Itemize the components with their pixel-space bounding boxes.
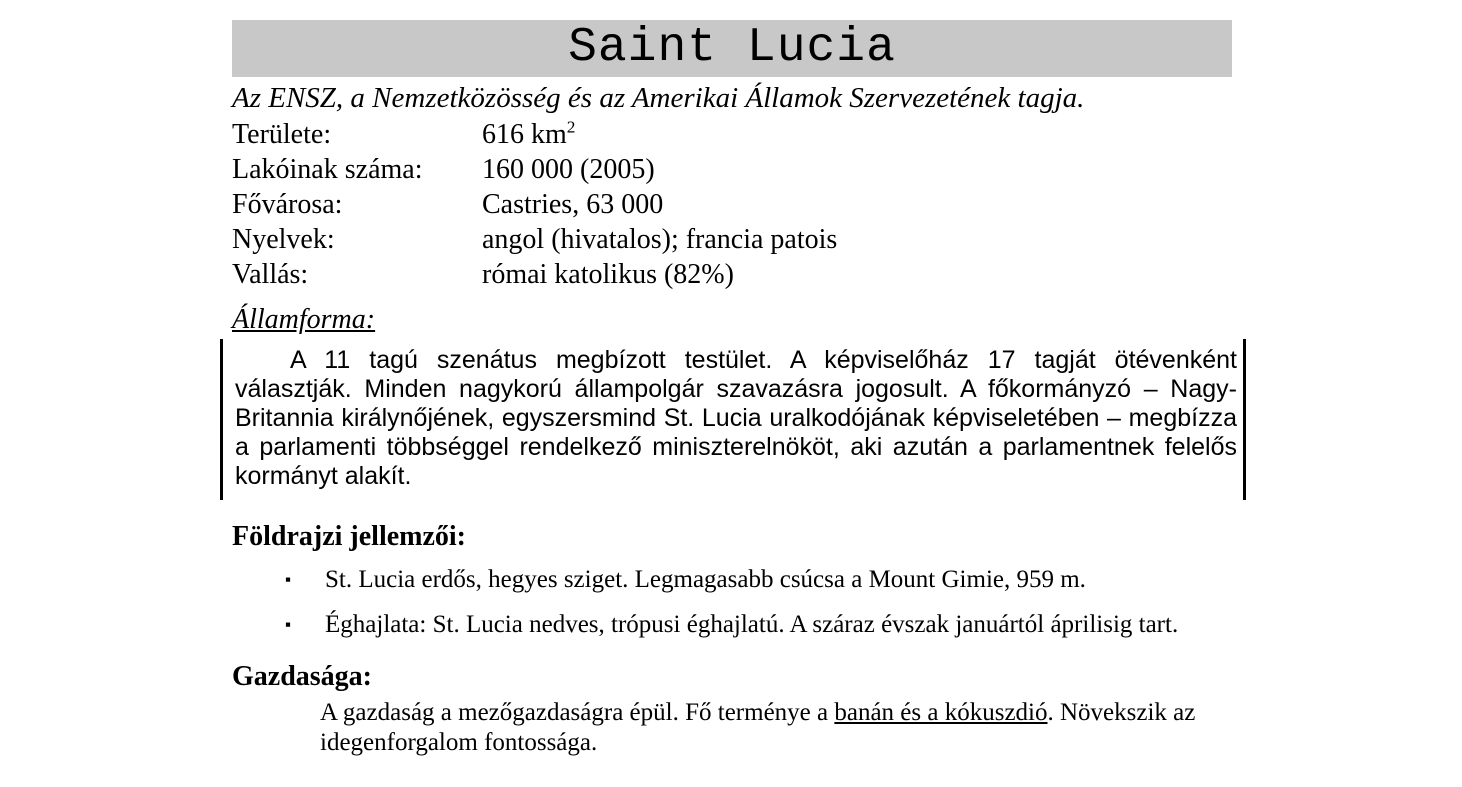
fact-row-population bbox=[232, 152, 1232, 187]
fact-label: Fővárosa: bbox=[232, 189, 343, 220]
economy-paragraph bbox=[320, 698, 1245, 758]
fact-row-languages bbox=[232, 222, 1232, 257]
economy-text-before: A gazdaság a mezőgazdaságra épül. Fő terménye a bbox=[320, 699, 835, 726]
fact-label: Nyelvek: bbox=[232, 224, 335, 255]
fact-row-area bbox=[232, 117, 1232, 152]
fact-value-text: angol (hivatalos); francia patois bbox=[482, 224, 838, 255]
fact-value bbox=[482, 117, 575, 152]
facts-list bbox=[232, 117, 1232, 292]
fact-row-religion bbox=[232, 257, 1232, 292]
fact-value-text: római katolikus (82%) bbox=[482, 259, 734, 290]
bullet-text: Éghajlata: St. Lucia nedves, trópusi éghajlatú. A száraz évszak januártól áprilisig tart. bbox=[325, 611, 1179, 638]
fact-row-capital bbox=[232, 187, 1232, 222]
fact-label: Területe: bbox=[232, 119, 332, 150]
economy-heading: Gazdasága: bbox=[232, 661, 372, 692]
fact-value-text: Castries, 63 000 bbox=[482, 189, 664, 220]
fact-value bbox=[482, 152, 655, 187]
title-bar bbox=[232, 20, 1232, 77]
economy-text-after: . Növekszik az idegenforgalom fontossága. bbox=[320, 699, 1196, 756]
geography-bullet-item bbox=[232, 565, 1232, 595]
fact-value bbox=[482, 257, 734, 292]
superscript: 2 bbox=[566, 117, 576, 137]
membership-subtitle: Az ENSZ, a Nemzetközösség és az Amerikai Államok Szervezetének tagja. bbox=[232, 82, 1085, 114]
page-title: Saint Lucia bbox=[568, 21, 896, 75]
fact-value bbox=[482, 222, 837, 257]
geography-heading: Földrajzi jellemzői: bbox=[232, 521, 467, 552]
geography-bullet-list bbox=[232, 565, 1232, 640]
fact-label: Vallás: bbox=[232, 259, 309, 290]
government-paragraph: A 11 tagú szenátus megbízott testület. A képviselőház 17 tagját ötévenként választják. Minden nagykorú állampolgár szavazásra jogosult. A főkormányzó – Nagy-Britannia királynőjének, egyszersmind St. Lucia uralkodójának képviseletében – megbízza a parlamenti többséggel rendelkező miniszterelnököt, aki azután a parlamentnek felelős kormányt alakít. bbox=[235, 346, 1237, 490]
square-bullet-icon: ▪ bbox=[285, 615, 292, 634]
underlined-phrase: banán és a kókuszdió bbox=[834, 699, 1048, 726]
fact-value-text: 160 000 (2005) bbox=[482, 154, 655, 185]
bullet-text: St. Lucia erdős, hegyes sziget. Legmagasabb csúcsa a Mount Gimie, 959 m. bbox=[325, 566, 1086, 593]
square-bullet-icon: ▪ bbox=[285, 570, 292, 589]
government-box bbox=[220, 339, 1246, 500]
government-heading: Államforma: bbox=[232, 304, 376, 335]
geography-bullet-item bbox=[232, 610, 1232, 640]
fact-label: Lakóinak száma: bbox=[232, 154, 423, 185]
document-page bbox=[232, 20, 1237, 758]
fact-value bbox=[482, 187, 663, 222]
fact-value-text: 616 km bbox=[482, 119, 567, 150]
